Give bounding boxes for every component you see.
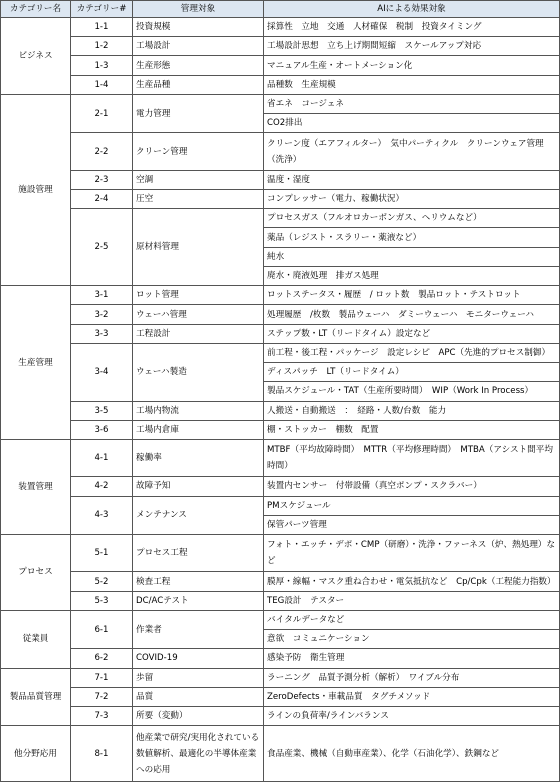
management-target: 原材料管理 bbox=[133, 209, 264, 286]
ai-effect: 人搬送・自動搬送 ： 経路・人数/台数 能力 bbox=[264, 401, 560, 420]
category-number: 6-1 bbox=[71, 610, 133, 648]
table-row bbox=[1, 305, 560, 324]
management-target: メンテナンス bbox=[133, 496, 264, 534]
category-number: 4-3 bbox=[71, 496, 133, 534]
category-number: 3-2 bbox=[71, 305, 133, 324]
category-number: 1-1 bbox=[71, 18, 133, 37]
management-target: クリーン管理 bbox=[133, 133, 264, 170]
table-row bbox=[1, 649, 560, 668]
category-number: 7-2 bbox=[71, 687, 133, 706]
management-target: 工程設計 bbox=[133, 324, 264, 343]
ai-effect: ディスパッチ LT（リードタイム） bbox=[264, 363, 560, 382]
category-number: 3-1 bbox=[71, 286, 133, 305]
ai-effect: 感染予防 衛生管理 bbox=[264, 649, 560, 668]
category-number: 6-2 bbox=[71, 649, 133, 668]
management-target: 他産業で研究/実用化されている数値解析、最適化の半導体産業への応用 bbox=[133, 726, 264, 782]
management-target: DC/ACテスト bbox=[133, 591, 264, 610]
category-number: 5-3 bbox=[71, 591, 133, 610]
category-number: 1-2 bbox=[71, 37, 133, 56]
table-row bbox=[1, 707, 560, 726]
category-name: 製品品質管理 bbox=[1, 668, 71, 726]
table-row bbox=[1, 37, 560, 56]
management-target: 圧空 bbox=[133, 189, 264, 208]
category-name: 生産管理 bbox=[1, 286, 71, 440]
header-category: カテゴリー名 bbox=[1, 1, 71, 18]
ai-effect: 純水 bbox=[264, 247, 560, 266]
ai-effect: 食品産業、機械（自動車産業）、化学（石油化学）、鉄鋼など bbox=[264, 726, 560, 782]
ai-effect: ラーニング 品質予測分析（解析） ワイブル分布 bbox=[264, 668, 560, 687]
table-row bbox=[1, 170, 560, 189]
ai-effect: 温度・湿度 bbox=[264, 170, 560, 189]
ai-effect: 採算性 立地 交通 人材確保 税制 投資タイミング bbox=[264, 18, 560, 37]
ai-effect: ZeroDefects・車載品質 タグチメソッド bbox=[264, 687, 560, 706]
ai-effect: ステップ数・LT（リードタイム）設定など bbox=[264, 324, 560, 343]
ai-effect: 意欲 コミュニケーション bbox=[264, 630, 560, 649]
category-name: プロセス bbox=[1, 535, 71, 611]
ai-effect: コンプレッサー（電力、稼働状況） bbox=[264, 189, 560, 208]
ai-effect: 廃水・廃液処理 排ガス処理 bbox=[264, 266, 560, 285]
management-target: ウェーハ製造 bbox=[133, 343, 264, 401]
category-number: 3-6 bbox=[71, 420, 133, 439]
management-target: 所要（変動） bbox=[133, 707, 264, 726]
category-number: 5-1 bbox=[71, 535, 133, 572]
management-target: 品質 bbox=[133, 687, 264, 706]
ai-effect: プロセスガス（フルオロカーボンガス、ヘリウムなど） bbox=[264, 209, 560, 228]
management-target: COVID-19 bbox=[133, 649, 264, 668]
management-target: 作業者 bbox=[133, 610, 264, 648]
table-row bbox=[1, 572, 560, 591]
management-target: 生産品種 bbox=[133, 75, 264, 94]
category-number: 2-1 bbox=[71, 94, 133, 132]
ai-effect: TEG設計 テスター bbox=[264, 591, 560, 610]
management-target: 投資規模 bbox=[133, 18, 264, 37]
ai-effect: ロットステータス・履歴 / ロット数 製品ロット・テストロット bbox=[264, 286, 560, 305]
ai-effect: 薬品（レジスト・スラリー・薬液など） bbox=[264, 228, 560, 247]
management-target: 検査工程 bbox=[133, 572, 264, 591]
header-effect: AIによる効果対象 bbox=[264, 1, 560, 18]
management-target: 工場内物流 bbox=[133, 401, 264, 420]
ai-effect: 前工程・後工程・パッケージ 設定レシピ APC（先進的プロセス制御） bbox=[264, 343, 560, 362]
header-target: 管理対象 bbox=[133, 1, 264, 18]
management-target: 故障予知 bbox=[133, 477, 264, 496]
category-number: 1-3 bbox=[71, 56, 133, 75]
table-body bbox=[1, 18, 560, 782]
table-row bbox=[1, 610, 560, 629]
ai-effect: バイタルデータなど bbox=[264, 610, 560, 629]
ai-effect: MTBF（平均故障時間） MTTR（平均修理時間） MTBA（アシスト間平均時間） bbox=[264, 440, 560, 477]
management-target: 工場設計 bbox=[133, 37, 264, 56]
table-row bbox=[1, 94, 560, 113]
management-target: ロット管理 bbox=[133, 286, 264, 305]
management-target: 電力管理 bbox=[133, 94, 264, 132]
management-target: 稼働率 bbox=[133, 440, 264, 477]
category-number: 7-3 bbox=[71, 707, 133, 726]
table-row bbox=[1, 75, 560, 94]
ai-effect: フォト・エッチ・デポ・CMP（研磨）・洗浄・ファーネス（炉、熱処理）など bbox=[264, 535, 560, 572]
table-row bbox=[1, 343, 560, 362]
ai-effect: 保管パーツ管理 bbox=[264, 515, 560, 534]
category-name: 装置管理 bbox=[1, 440, 71, 535]
category-number: 4-1 bbox=[71, 440, 133, 477]
category-number: 2-3 bbox=[71, 170, 133, 189]
ai-effect: 省エネ コージェネ bbox=[264, 94, 560, 113]
table-row bbox=[1, 668, 560, 687]
category-number: 3-4 bbox=[71, 343, 133, 401]
ai-effect: 品種数 生産規模 bbox=[264, 75, 560, 94]
management-target: 空調 bbox=[133, 170, 264, 189]
table-row bbox=[1, 133, 560, 170]
table-row bbox=[1, 535, 560, 572]
category-number: 2-2 bbox=[71, 133, 133, 170]
ai-effect: 膜厚・線幅・マスク重ね合わせ・電気抵抗など Cp/Cpk（工程能力指数） bbox=[264, 572, 560, 591]
table-row bbox=[1, 477, 560, 496]
table-row bbox=[1, 440, 560, 477]
ai-effect: 処理履歴 /枚数 製品ウェーハ ダミーウェーハ モニターウェーハ bbox=[264, 305, 560, 324]
category-number: 5-2 bbox=[71, 572, 133, 591]
category-number: 3-5 bbox=[71, 401, 133, 420]
ai-effect: PMスケジュール bbox=[264, 496, 560, 515]
management-target: ウェーハ管理 bbox=[133, 305, 264, 324]
category-name: 従業員 bbox=[1, 610, 71, 668]
table-row bbox=[1, 420, 560, 439]
management-target: 歩留 bbox=[133, 668, 264, 687]
ai-effect: 装置内センサー 付帯設備（真空ポンプ・スクラバー） bbox=[264, 477, 560, 496]
ai-effect: マニュアル生産・オートメーション化 bbox=[264, 56, 560, 75]
management-target: 生産形態 bbox=[133, 56, 264, 75]
table-row bbox=[1, 324, 560, 343]
ai-effect: クリーン度（エアフィルター） 気中パーティクル クリーンウェア管理（洗浄） bbox=[264, 133, 560, 170]
header-number: カテゴリー# bbox=[71, 1, 133, 18]
category-number: 3-3 bbox=[71, 324, 133, 343]
table-row bbox=[1, 496, 560, 515]
table-row bbox=[1, 401, 560, 420]
category-number: 7-1 bbox=[71, 668, 133, 687]
management-target: 工場内倉庫 bbox=[133, 420, 264, 439]
table-row bbox=[1, 56, 560, 75]
ai-effect: 棚・ストッカー 棚数 配置 bbox=[264, 420, 560, 439]
category-number: 4-2 bbox=[71, 477, 133, 496]
category-name: ビジネス bbox=[1, 18, 71, 95]
category-number: 1-4 bbox=[71, 75, 133, 94]
ai-effect: ラインの負荷率/ラインバランス bbox=[264, 707, 560, 726]
category-number: 2-4 bbox=[71, 189, 133, 208]
category-name: 他分野応用 bbox=[1, 726, 71, 782]
table-row bbox=[1, 591, 560, 610]
table-row bbox=[1, 209, 560, 228]
table-row bbox=[1, 286, 560, 305]
table-row bbox=[1, 18, 560, 37]
category-number: 2-5 bbox=[71, 209, 133, 286]
table-row bbox=[1, 726, 560, 782]
header-row bbox=[1, 1, 560, 18]
ai-effect: 製品スケジュール・TAT（生産所要時間） WIP（Work In Process） bbox=[264, 382, 560, 401]
table-row bbox=[1, 189, 560, 208]
category-name: 施設管理 bbox=[1, 94, 71, 285]
ai-effect: CO2排出 bbox=[264, 114, 560, 133]
management-target: プロセス工程 bbox=[133, 535, 264, 572]
table-row bbox=[1, 687, 560, 706]
ai-effect: 工場設計思想 立ち上げ期間短縮 スケールアップ対応 bbox=[264, 37, 560, 56]
category-number: 8-1 bbox=[71, 726, 133, 782]
